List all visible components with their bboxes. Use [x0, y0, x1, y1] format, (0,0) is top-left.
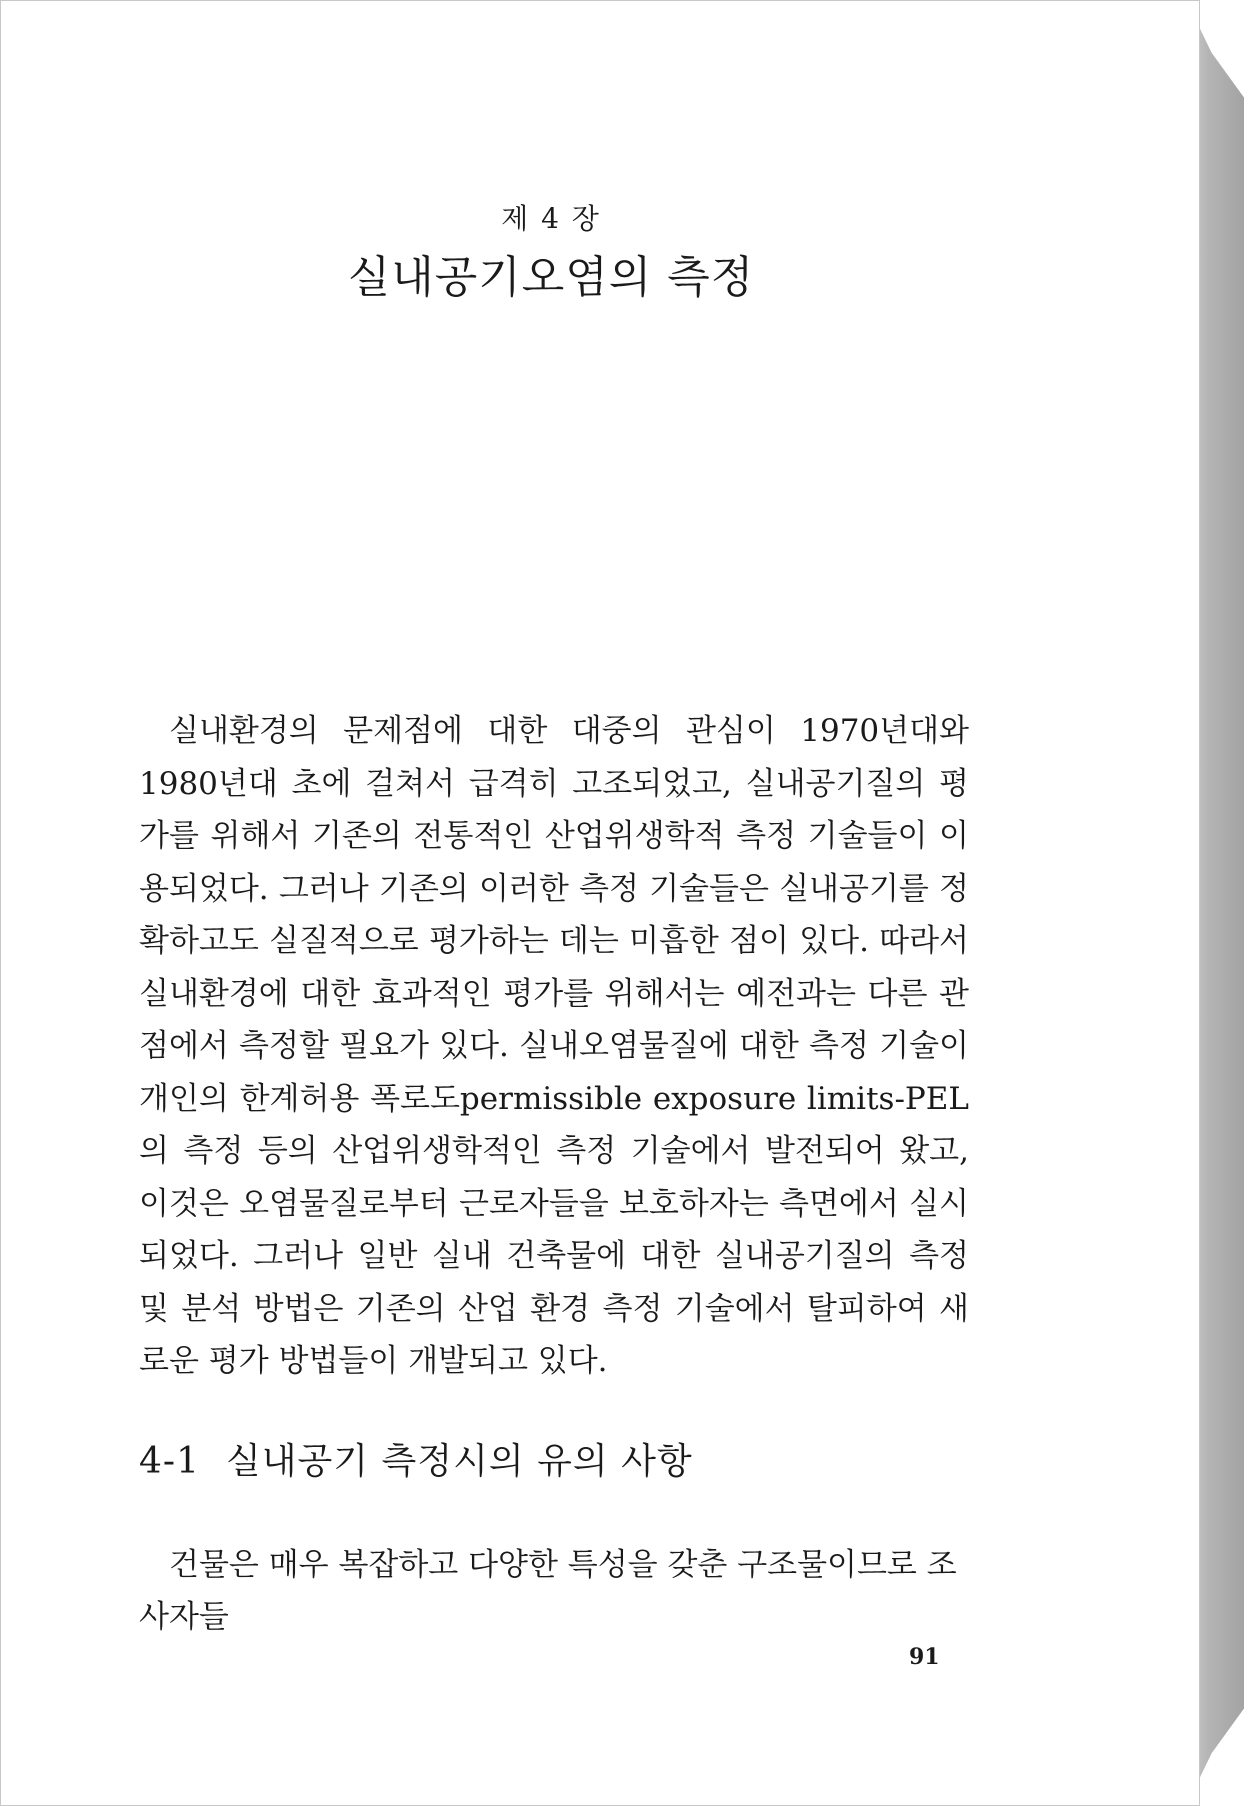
section-title: 실내공기 측정시의 유의 사항: [225, 1441, 693, 1482]
chapter-label: 제 4 장: [501, 202, 601, 235]
page-number: 91: [909, 1644, 940, 1670]
chapter-title: 실내공기오염의 측정: [347, 252, 755, 303]
body-paragraph-2: 건물은 매우 복잡하고 다양한 특성을 갖춘 구조물이므로 조사자들: [139, 1547, 957, 1635]
section-number: 4-1: [139, 1441, 200, 1482]
body-paragraph-1: 실내환경의 문제점에 대한 대중의 관심이 1970년대와 1980년대 초에 걸쳐서 급격히 고조되었고, 실내공기질의 평가를 위해서 기존의 전통적인 산업위생학적 측정 기술들이 이용되었다. 그러나 기존의 이러한 측정 기술들은 실내공기를 정확하고도 실질적으로 평가하는 데는 미흡한 점이 있다. 따라서 실내환경에 대한 효과적인 평가를 위해서는 예전과는 다른 관점에서 측정할 필요가 있다. 실내오염물질에 대한 측정 기술이 개인의 한계허용 폭로도permissible exposure limits-PEL의 측정 등의 산업위생학적인 측정 기술에서 발전되어 왔고, 이것은 오염물질로부터 근로자들을 보호하자는 측면에서 실시되었다. 그러나 일반 실내 건축물에 대한 실내공기질의 측정 및 분석 방법은 기존의 산업 환경 측정 기술에서 탈피하여 새로운 평가 방법들이 개발되고 있다.: [139, 713, 969, 1379]
section-heading: [139, 1433, 693, 1484]
